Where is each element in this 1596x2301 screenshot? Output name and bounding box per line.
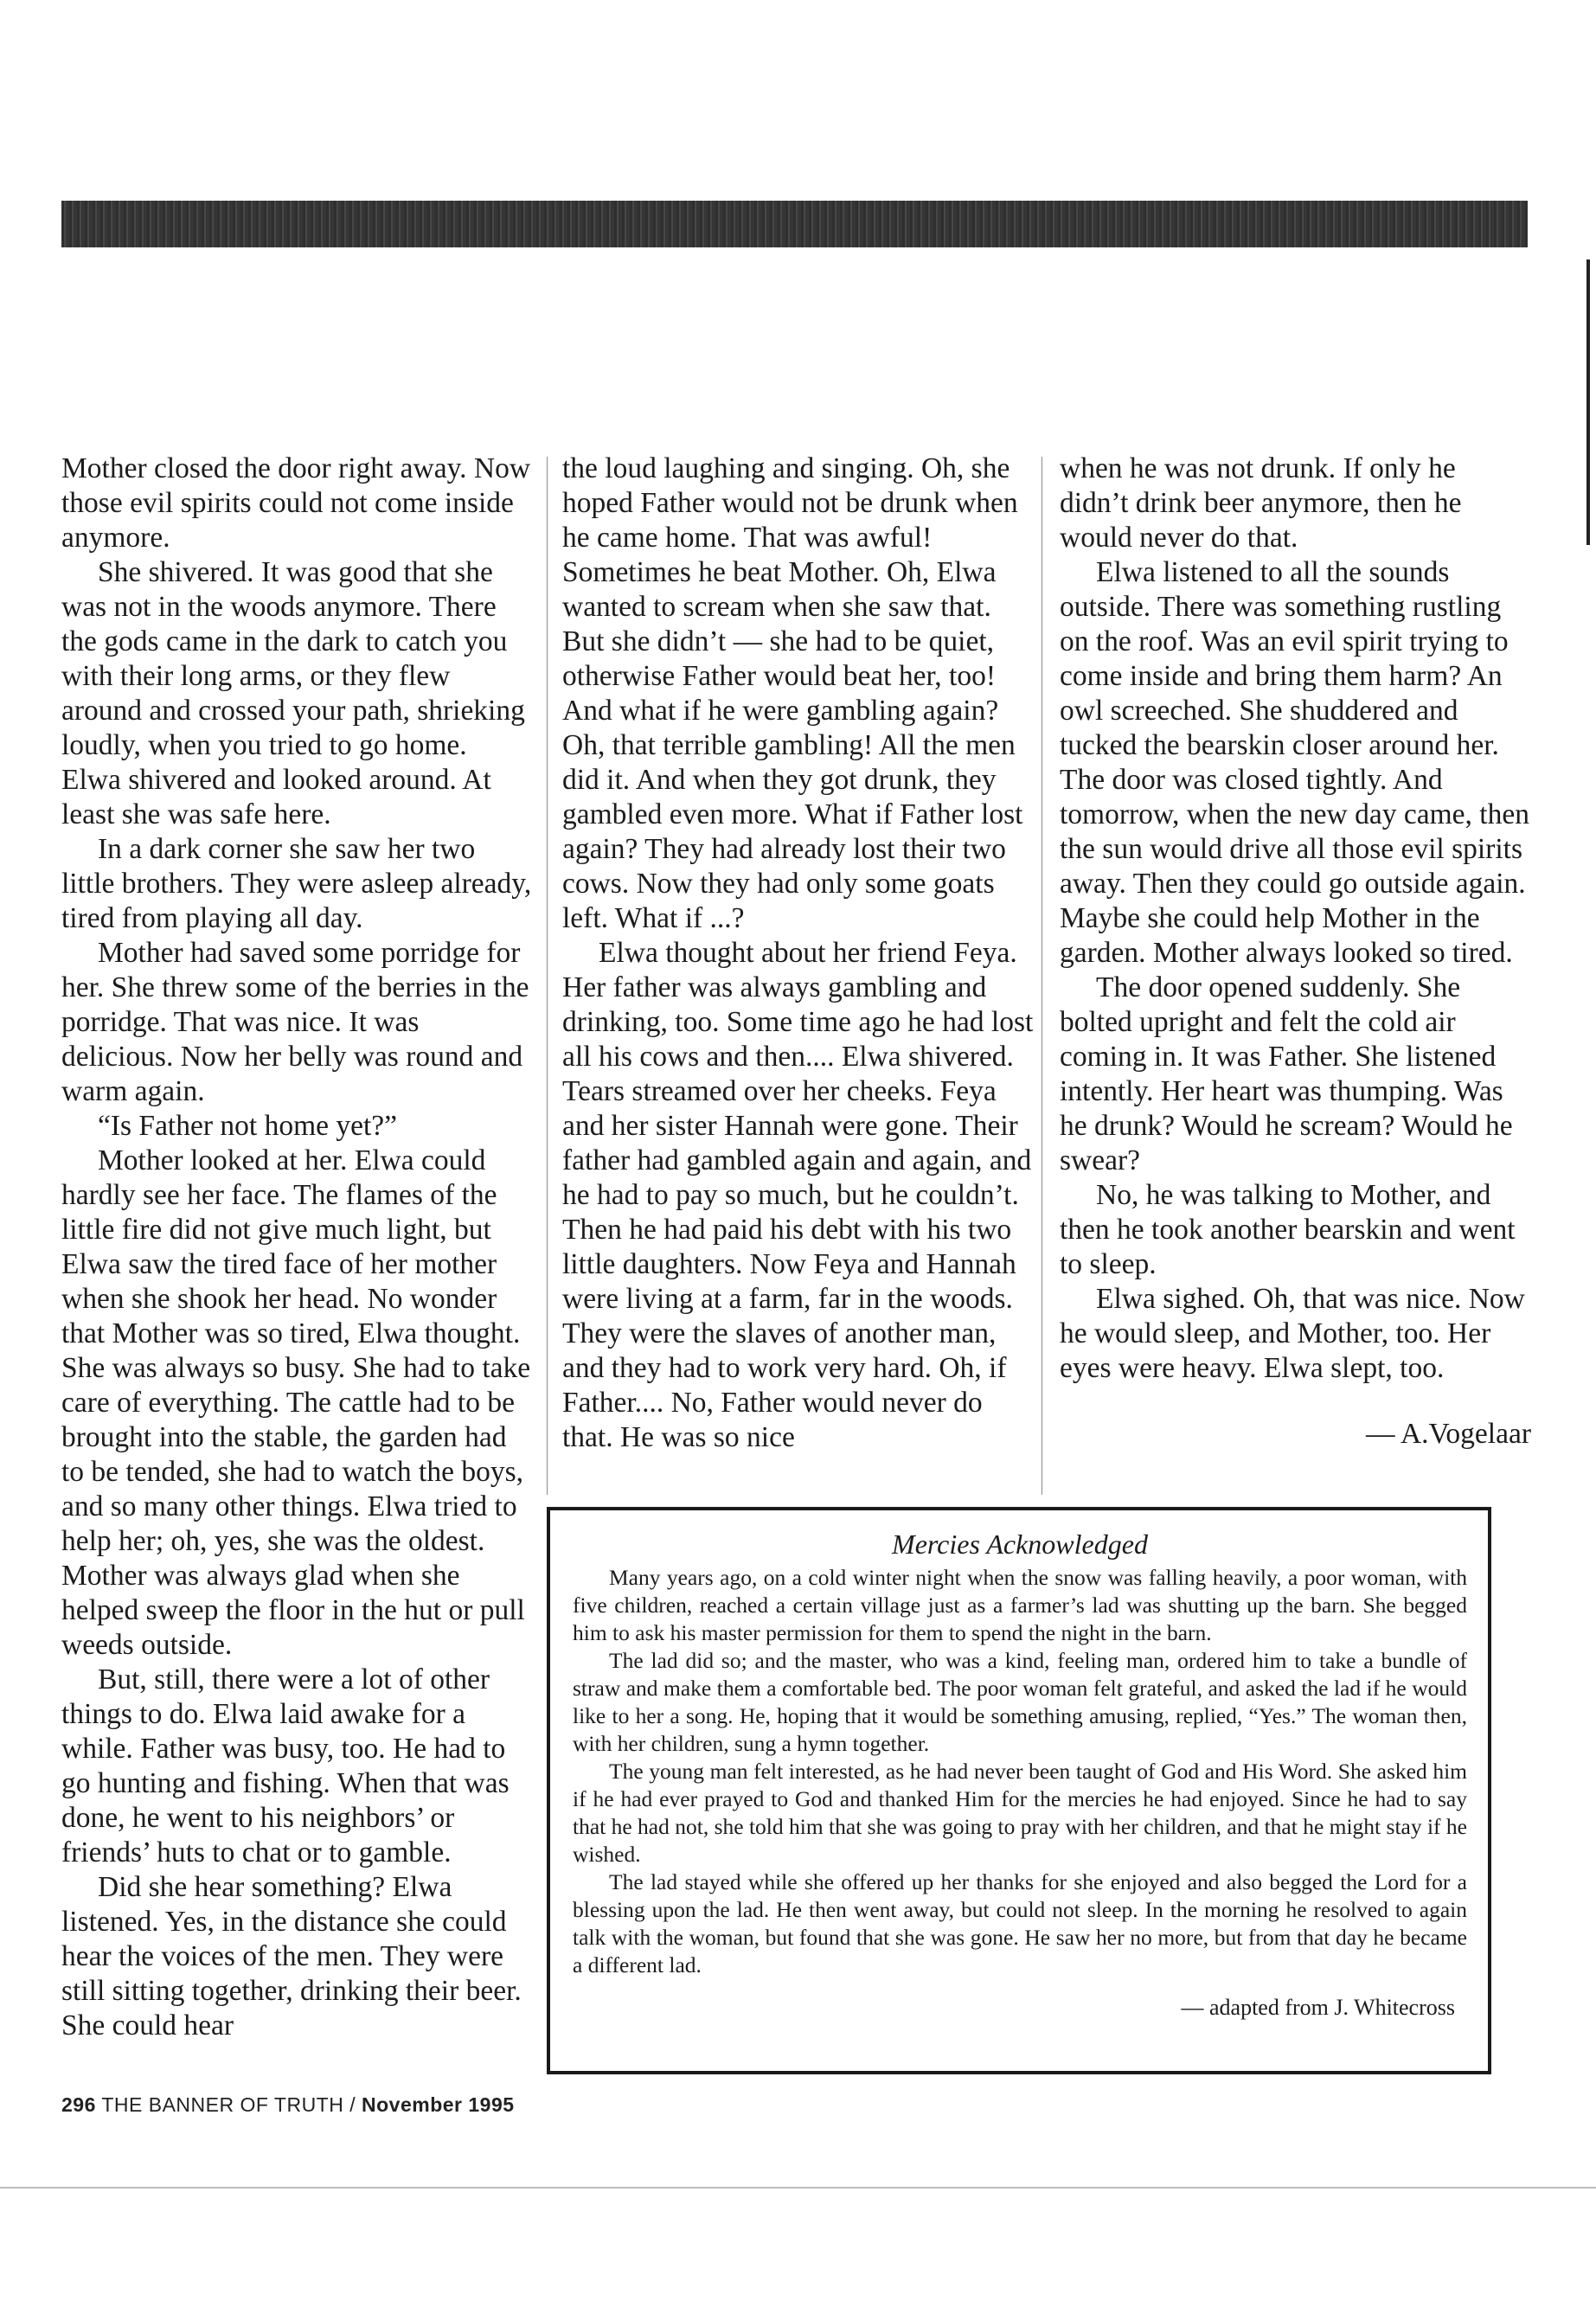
paragraph: No, he was talking to Mother, and then he took another bearskin and went to sleep. [1060,1179,1516,1280]
paragraph: when he was not drunk. If only he didn’t drink beer anymore, then he would never do that. [1060,452,1462,554]
paragraph: the loud laughing and singing. Oh, she hoped Father would not be drunk when he came home. That was awful! Sometimes he beat Mother. Oh, Elwa wanted to scream when she saw that. But she didn’t — she had to be quiet, otherwise Father would beat her, too! And what if he were gambling again? Oh, that terrible gambling! All the men did it. And when they got drunk, they gambled even more. What if Father lost again? They had already lost their two cows. Now they had only some goats left. What if ...? [562,452,1023,934]
issue-date: November 1995 [362,2093,515,2116]
page-footer [61,2093,515,2117]
paragraph: But, still, there were a lot of other things to do. Elwa laid awake for a while. Father was busy, too. He had to go hunting and fishing. When that was done, he went to his neighbors’ or friends’ huts to chat or to gamble. [61,1663,510,1868]
paragraph: Mother looked at her. Elwa could hardly see her face. The flames of the little fire did not give much light, but Elwa saw the tired face of her mother when she shook her head. No wonder that Mother was so tired, Elwa thought. She was always so busy. She had to take care of everything. The cattle had to be brought into the stable, the garden had to be tended, she had to watch the boys, and so many other things. Elwa tried to help her; oh, yes, she was the oldest. Mother was always glad when she helped sweep the floor in the hut or pull weeds outside. [61,1144,531,1661]
paragraph: Elwa sighed. Oh, that was nice. Now he would sleep, and Mother, too. Her eyes were heavy. Elwa slept, too. [1060,1283,1525,1384]
box-paragraph: The lad did so; and the master, who was a kind, feeling man, ordered him to take a bundle of straw and make them a comfortable bed. The poor woman felt grateful, and asked the lad if he would like to her a song. He, hoping that it would be something amusing, replied, “Yes.” The woman then, with her children, sung a hymn together. [573,1648,1467,1756]
author-signature: — A.Vogelaar [1365,1418,1531,1450]
article-column-1 [61,452,533,2043]
paragraph: Elwa listened to all the sounds outside. There was something rustling on the roof. Was an evil spirit trying to come inside and bring them harm? An owl screeched. She shuddered and tucked the bearskin closer around her. The door was closed tightly. And tomorrow, when the new day came, then the sun would drive all those evil spirits away. Then they could go outside again. Maybe she could help Mother in the garden. Mother always looked so tired. [1060,556,1529,969]
paragraph: The door opened suddenly. She bolted upright and felt the cold air coming in. It was Father. She listened intently. Her heart was thumping. Was he drunk? Would he scream? Would he swear? [1060,971,1513,1176]
box-paragraph: The young man felt interested, as he had never been taught of God and His Word. She asked him if he had ever prayed to God and thanked Him for the mercies he had enjoyed. Since he had to say that he had not, she told him that she was going to pray with her children, and that he might stay if he wished. [573,1759,1467,1867]
page-bottom-rule [0,2187,1596,2189]
paragraph: Mother had saved some porridge for her. She threw some of the berries in the porridge. That was nice. It was delicious. Now her belly was round and warm again. [61,937,529,1107]
scan-edge-mark [1586,260,1590,545]
box-body [573,1564,1467,1979]
article-column-2 [562,452,1034,1455]
paragraph: She shivered. It was good that she was not in the woods anymore. There the gods came in the dark to catch you with their long arms, or they flew around and crossed your path, shrieking loudly, when you tried to go home. Elwa shivered and looked around. At least she was safe here. [61,556,525,830]
box-title: Mercies Acknowledged [892,1529,1148,1560]
article-column-3 [1060,452,1531,1452]
box-source: — adapted from J. Whitecross [1181,1995,1455,2020]
publication-name: THE BANNER OF TRUTH / [101,2093,356,2116]
page-number: 296 [61,2093,96,2116]
box-paragraph: Many years ago, on a cold winter night when the snow was falling heavily, a poor woman, with five children, reached a certain village just as a farmer’s lad was shutting up the barn. She begged him to ask his master permission for them to spend the night in the barn. [573,1565,1467,1645]
header-decorative-bar [61,201,1528,247]
paragraph: Mother closed the door right away. Now those evil spirits could not come inside anymore. [61,452,531,554]
paragraph: In a dark corner she saw her two little brothers. They were asleep already, tired from playing all day. [61,833,532,934]
paragraph: “Is Father not home yet?” [98,1110,398,1142]
box-paragraph: The lad stayed while she offered up her thanks for she enjoyed and also begged the Lord for a blessing upon the lad. He then went away, but could not sleep. In the morning he resolved to again talk with the woman, but found that she was gone. He saw her no more, but from that day he became a different lad. [573,1869,1467,1977]
column-divider [547,457,548,1495]
sidebar-story-box [547,1507,1491,2074]
paragraph: Did she hear something? Elwa listened. Yes, in the distance she could hear the voices of the men. They were still sitting together, drinking their beer. She could hear [61,1871,522,2041]
paragraph: Elwa thought about her friend Feya. Her father was always gambling and drinking, too. Some time ago he had lost all his cows and then.... Elwa shivered. Tears streamed over her cheeks. Feya and her sister Hannah were gone. Their father had gambled again and again, and he had to pay so much, but he couldn’t. Then he had paid his debt with his two little daughters. Now Feya and Hannah were living at a farm, far in the woods. They were the slaves of another man, and they had to work very hard. Oh, if Father.... No, Father would never do that. He was so nice [562,937,1034,1453]
